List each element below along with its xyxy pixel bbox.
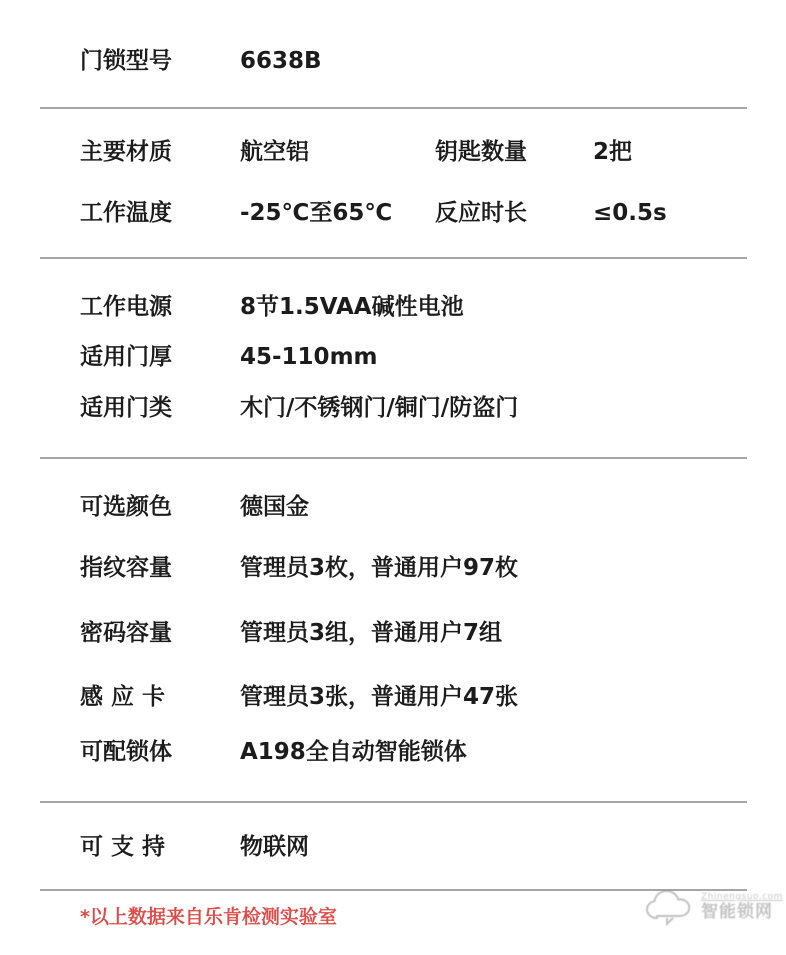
spec-label: 适用门类 — [80, 395, 172, 421]
spec-label: 主要材质 — [80, 139, 172, 165]
spec-row — [80, 492, 766, 522]
watermark-text — [701, 893, 783, 922]
divider — [40, 889, 747, 891]
spec-row — [80, 553, 766, 583]
spec-value: 2把 — [593, 139, 633, 165]
spec-value: 木门/不锈钢门/铜门/防盗门 — [240, 395, 519, 421]
spec-label: 可选颜色 — [80, 494, 172, 520]
spec-label: 感 应 卡 — [80, 684, 166, 710]
spec-value: 管理员3张，普通用户47张 — [240, 684, 519, 710]
spec-row — [80, 393, 766, 423]
watermark — [643, 884, 783, 930]
spec-value: 45-110mm — [240, 344, 378, 370]
spec-value: ≤0.5s — [593, 200, 667, 226]
spec-value: -25℃至65℃ — [240, 200, 393, 226]
spec-value: A198全自动智能锁体 — [240, 739, 467, 765]
spec-label: 反应时长 — [435, 200, 527, 226]
spec-label: 密码容量 — [80, 620, 172, 646]
spec-value: 管理员3枚，普通用户97枚 — [240, 555, 519, 581]
watermark-site-name: 智能锁网 — [701, 901, 773, 922]
footnote: *以上数据来自乐肯检测实验室 — [80, 906, 337, 928]
spec-row — [80, 137, 766, 167]
cloud-icon — [643, 884, 697, 930]
spec-label: 指纹容量 — [80, 555, 172, 581]
spec-label: 可 支 持 — [80, 834, 166, 860]
divider — [40, 801, 747, 803]
spec-label: 工作电源 — [80, 294, 172, 320]
spec-label: 门锁型号 — [80, 48, 172, 74]
divider — [40, 457, 747, 459]
spec-row — [80, 46, 766, 76]
spec-label: 适用门厚 — [80, 344, 172, 370]
divider — [40, 257, 747, 259]
spec-value: 6638B — [240, 48, 322, 74]
spec-row — [80, 292, 766, 322]
spec-value: 管理员3组，普通用户7组 — [240, 620, 503, 646]
spec-value: 8节1.5VAA碱性电池 — [240, 294, 464, 320]
spec-label: 可配锁体 — [80, 739, 172, 765]
spec-row — [80, 618, 766, 648]
spec-row — [80, 737, 766, 767]
spec-value: 物联网 — [240, 834, 309, 860]
spec-value: 德国金 — [240, 494, 309, 520]
spec-row — [80, 682, 766, 712]
spec-row — [80, 198, 766, 228]
spec-row — [80, 342, 766, 372]
spec-value: 航空铝 — [240, 139, 309, 165]
divider — [40, 107, 747, 109]
spec-label: 钥匙数量 — [435, 139, 527, 165]
spec-row — [80, 832, 766, 862]
spec-label: 工作温度 — [80, 200, 172, 226]
watermark-url: Zhinengsuo.com — [701, 891, 783, 902]
